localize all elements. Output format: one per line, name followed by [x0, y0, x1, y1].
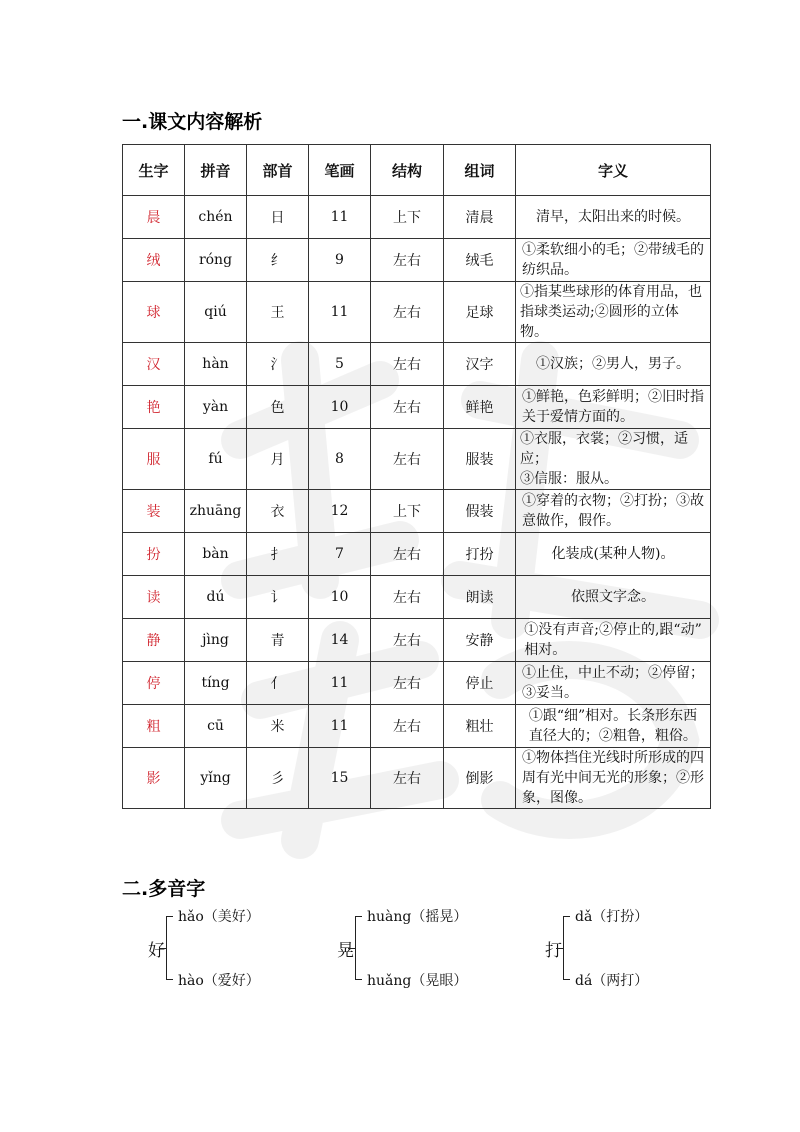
cell-strokes: 12: [309, 490, 371, 533]
meaning-line: 周有光中间无光的形象；②形: [522, 770, 704, 786]
cell-radical: 彡: [247, 748, 309, 809]
cell-word: 绒毛: [444, 239, 516, 282]
cell-structure: 左右: [371, 239, 444, 282]
cell-pinyin: dú: [185, 576, 247, 619]
table-row: [123, 705, 711, 748]
cell-strokes: 11: [309, 196, 371, 239]
cell-character: 粗: [123, 705, 185, 748]
cell-word: 停止: [444, 662, 516, 705]
cell-meaning: [516, 343, 711, 386]
polyphone-reading-bottom: huǎng（晃眼）: [367, 973, 468, 989]
table-row: [123, 386, 711, 429]
meaning-line: 意做作，假作。: [522, 513, 620, 529]
character-table: [122, 144, 711, 809]
column-header: 生字: [123, 145, 185, 196]
meaning-line: ①跟“细”相对。长条形东西: [528, 708, 698, 724]
table-row: [123, 239, 711, 282]
polyphone-reading-top: hǎo（美好）: [178, 909, 260, 925]
meaning-line: ①止住，中止不动；②停留；: [522, 665, 704, 681]
cell-structure: 左右: [371, 619, 444, 662]
table-row: [123, 282, 711, 343]
cell-pinyin: tíng: [185, 662, 247, 705]
cell-pinyin: fú: [185, 429, 247, 490]
cell-structure: 左右: [371, 343, 444, 386]
cell-meaning: [516, 662, 711, 705]
cell-word: 朗读: [444, 576, 516, 619]
cell-meaning: [516, 490, 711, 533]
cell-pinyin: chén: [185, 196, 247, 239]
meaning-line: 关于爱情方面的。: [522, 409, 634, 425]
cell-meaning: [516, 533, 711, 576]
table-body: [123, 196, 711, 809]
cell-strokes: 11: [309, 662, 371, 705]
cell-structure: 左右: [371, 282, 444, 343]
cell-structure: 左右: [371, 386, 444, 429]
polyphone-char: 晃: [337, 941, 354, 961]
cell-pinyin: cū: [185, 705, 247, 748]
meaning-line: 直径大的；②粗鲁，粗俗。: [528, 728, 697, 744]
cell-radical: 讠: [247, 576, 309, 619]
cell-character: 球: [123, 282, 185, 343]
table-header-row: [123, 145, 711, 196]
cell-character: 静: [123, 619, 185, 662]
cell-character: 读: [123, 576, 185, 619]
cell-radical: 衣: [247, 490, 309, 533]
cell-radical: 亻: [247, 662, 309, 705]
cell-radical: 青: [247, 619, 309, 662]
cell-radical: 米: [247, 705, 309, 748]
cell-character: 停: [123, 662, 185, 705]
cell-pinyin: jìng: [185, 619, 247, 662]
cell-character: 影: [123, 748, 185, 809]
meaning-line: ①物体挡住光线时所形成的四: [522, 750, 704, 766]
cell-word: 服装: [444, 429, 516, 490]
meaning-line: 指球类运动;②圆形的立体物。: [520, 304, 679, 340]
cell-word: 倒影: [444, 748, 516, 809]
cell-structure: 左右: [371, 576, 444, 619]
table-row: [123, 748, 711, 809]
cell-meaning: [516, 239, 711, 282]
cell-radical: 日: [247, 196, 309, 239]
cell-radical: 纟: [247, 239, 309, 282]
meaning-line: ①穿着的衣物；②打扮；③故: [522, 493, 704, 509]
cell-word: 假装: [444, 490, 516, 533]
cell-pinyin: yàn: [185, 386, 247, 429]
cell-radical: 色: [247, 386, 309, 429]
polyphone-reading-bottom: hào（爱好）: [178, 973, 260, 989]
cell-meaning: [516, 429, 711, 490]
cell-word: 清晨: [444, 196, 516, 239]
polyphone-reading-bottom: dá（两打）: [575, 973, 649, 989]
column-header: 拼音: [185, 145, 247, 196]
cell-structure: 左右: [371, 705, 444, 748]
cell-pinyin: róng: [185, 239, 247, 282]
column-header: 部首: [247, 145, 309, 196]
cell-pinyin: bàn: [185, 533, 247, 576]
cell-character: 晨: [123, 196, 185, 239]
cell-strokes: 10: [309, 386, 371, 429]
cell-structure: 左右: [371, 533, 444, 576]
meaning-line: ①衣服，衣裳；②习惯，适应；: [520, 431, 688, 467]
cell-word: 打扮: [444, 533, 516, 576]
meaning-line: 依照文字念。: [571, 589, 655, 605]
cell-meaning: [516, 619, 711, 662]
cell-meaning: [516, 576, 711, 619]
polyphone-reading-top: huàng（摇晃）: [367, 909, 468, 925]
meaning-line: ③信服：服从。: [520, 471, 618, 487]
table-row: [123, 619, 711, 662]
cell-meaning: [516, 282, 711, 343]
bracket-connector: [355, 916, 366, 980]
column-header: 字义: [516, 145, 711, 196]
cell-strokes: 7: [309, 533, 371, 576]
meaning-line: 象，图像。: [522, 790, 592, 806]
cell-radical: 王: [247, 282, 309, 343]
cell-structure: 上下: [371, 196, 444, 239]
table-row: [123, 490, 711, 533]
section-title-analysis: 一.课文内容解析: [122, 111, 263, 133]
cell-character: 服: [123, 429, 185, 490]
polyphone-group: [148, 900, 348, 1000]
table-row: [123, 429, 711, 490]
polyphone-reading-top: dǎ（打扮）: [575, 909, 649, 925]
meaning-line: 化装成(某种人物)。: [551, 546, 675, 562]
cell-character: 绒: [123, 239, 185, 282]
cell-pinyin: yǐng: [185, 748, 247, 809]
column-header: 结构: [371, 145, 444, 196]
meaning-line: ①指某些球形的体育用品，也: [520, 284, 702, 300]
cell-strokes: 10: [309, 576, 371, 619]
meaning-line: 纺织品。: [522, 262, 578, 278]
column-header: 组词: [444, 145, 516, 196]
bracket-connector: [563, 916, 574, 980]
cell-word: 粗壮: [444, 705, 516, 748]
cell-strokes: 11: [309, 705, 371, 748]
cell-strokes: 11: [309, 282, 371, 343]
meaning-line: ③妥当。: [522, 685, 578, 701]
bracket-connector: [166, 916, 177, 980]
cell-pinyin: zhuāng: [185, 490, 247, 533]
cell-word: 汉字: [444, 343, 516, 386]
cell-character: 扮: [123, 533, 185, 576]
cell-word: 安静: [444, 619, 516, 662]
cell-radical: 氵: [247, 343, 309, 386]
polyphone-group: [337, 900, 537, 1000]
cell-meaning: [516, 748, 711, 809]
cell-pinyin: hàn: [185, 343, 247, 386]
cell-radical: 扌: [247, 533, 309, 576]
table-row: [123, 343, 711, 386]
table-row: [123, 576, 711, 619]
polyphone-char: 打: [545, 941, 562, 961]
polyphone-group: [545, 900, 745, 1000]
column-header: 笔画: [309, 145, 371, 196]
cell-strokes: 5: [309, 343, 371, 386]
cell-word: 足球: [444, 282, 516, 343]
cell-pinyin: qiú: [185, 282, 247, 343]
cell-strokes: 8: [309, 429, 371, 490]
table-row: [123, 196, 711, 239]
polyphone-char: 好: [148, 941, 165, 961]
cell-meaning: [516, 386, 711, 429]
meaning-line: ①柔软细小的毛；②带绒毛的: [522, 242, 704, 258]
cell-character: 汉: [123, 343, 185, 386]
cell-word: 鲜艳: [444, 386, 516, 429]
table-row: [123, 533, 711, 576]
cell-structure: 左右: [371, 662, 444, 705]
table-row: [123, 662, 711, 705]
cell-strokes: 9: [309, 239, 371, 282]
cell-meaning: [516, 196, 711, 239]
cell-strokes: 15: [309, 748, 371, 809]
cell-character: 装: [123, 490, 185, 533]
section-title-polyphones: 二.多音字: [122, 878, 206, 900]
meaning-line: ①鲜艳，色彩鲜明；②旧时指: [522, 389, 704, 405]
meaning-line: 清早，太阳出来的时候。: [536, 209, 690, 225]
cell-structure: 上下: [371, 490, 444, 533]
meaning-line: ①汉族；②男人，男子。: [536, 356, 690, 372]
cell-character: 艳: [123, 386, 185, 429]
meaning-line: 相对。: [524, 642, 567, 658]
cell-strokes: 14: [309, 619, 371, 662]
meaning-line: ①没有声音;②停止的,跟“动”: [524, 622, 702, 638]
cell-structure: 左右: [371, 748, 444, 809]
cell-radical: 月: [247, 429, 309, 490]
cell-structure: 左右: [371, 429, 444, 490]
cell-meaning: [516, 705, 711, 748]
